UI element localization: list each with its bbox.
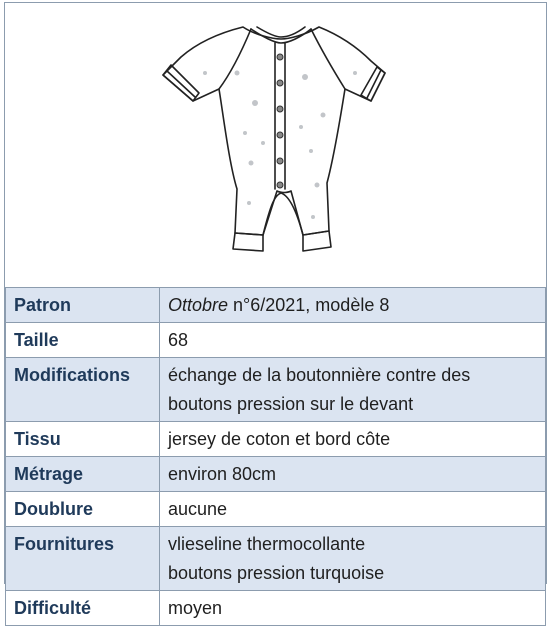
value-difficulte: moyen	[160, 591, 546, 626]
row-modifications	[6, 358, 546, 422]
magazine-name: Ottobre	[168, 295, 229, 315]
key-fournitures: Fournitures	[6, 527, 160, 591]
modifications-line-2: boutons pression sur le devant	[168, 394, 414, 414]
value-tissu: jersey de coton et bord côte	[160, 422, 546, 457]
value-patron	[160, 288, 546, 323]
key-doublure: Doublure	[6, 492, 160, 527]
value-fournitures	[160, 527, 546, 591]
fournitures-line-2: boutons pression turquoise	[168, 563, 385, 583]
key-tissu: Tissu	[6, 422, 160, 457]
pattern-number: n°6/2021, modèle 8	[228, 295, 390, 315]
value-doublure: aucune	[160, 492, 546, 527]
row-difficulte	[6, 591, 546, 626]
key-taille: Taille	[6, 323, 160, 358]
key-patron: Patron	[6, 288, 160, 323]
value-taille: 68	[160, 323, 546, 358]
fournitures-line-1: vlieseline thermocollante	[168, 534, 366, 554]
row-tissu	[6, 422, 546, 457]
pattern-card	[4, 2, 547, 618]
row-fournitures	[6, 527, 546, 591]
key-difficulte: Difficulté	[6, 591, 160, 626]
pattern-details-table	[5, 287, 546, 626]
key-metrage: Métrage	[6, 457, 160, 492]
modifications-line-1: échange de la boutonnière contre des	[168, 365, 471, 385]
row-patron	[6, 288, 546, 323]
value-metrage: environ 80cm	[160, 457, 546, 492]
value-modifications	[160, 358, 546, 422]
key-modifications: Modifications	[6, 358, 160, 422]
baby-romper-icon	[5, 3, 546, 287]
row-taille	[6, 323, 546, 358]
row-doublure	[6, 492, 546, 527]
row-metrage	[6, 457, 546, 492]
